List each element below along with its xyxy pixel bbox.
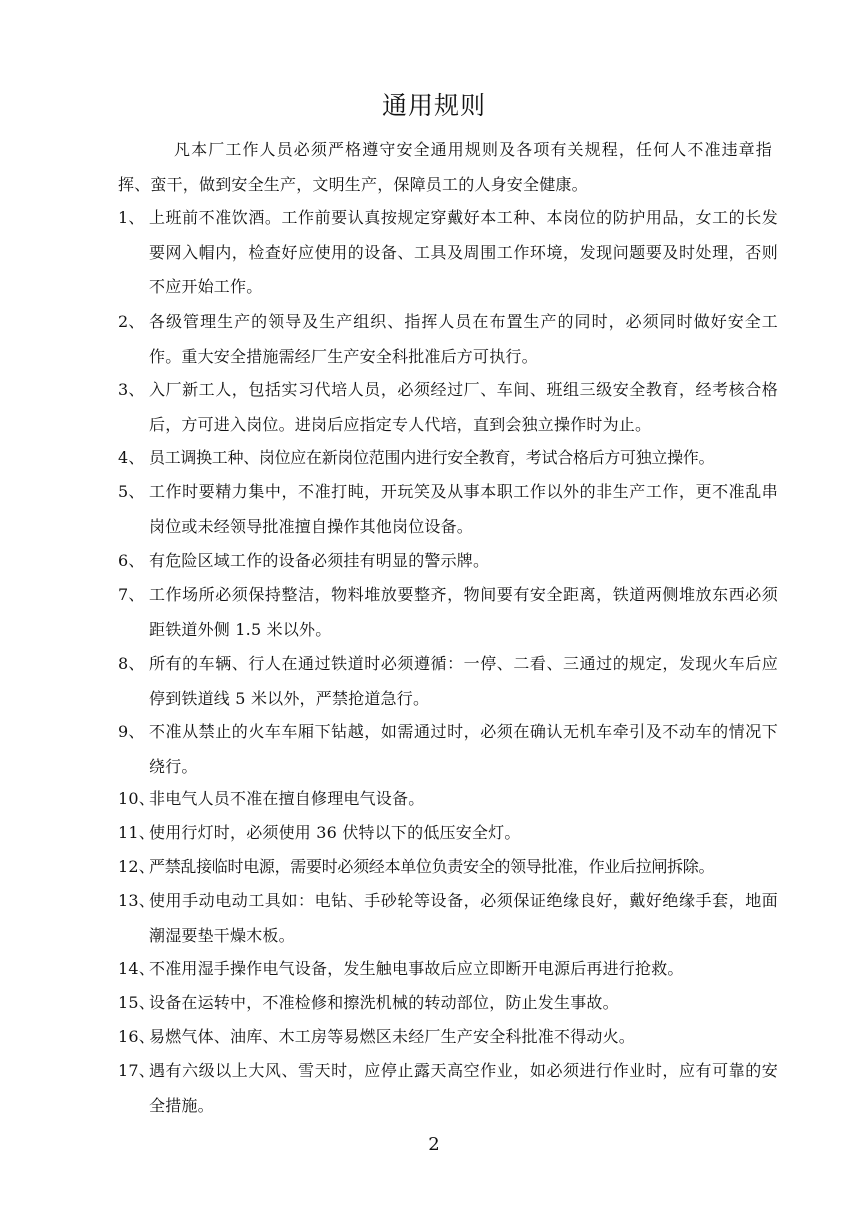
rule-item: [118, 986, 778, 1021]
rule-text: 非电气人员不准在擅自修理电气设备。: [149, 789, 425, 808]
rule-item: [118, 441, 778, 476]
rule-text: 上班前不准饮酒。工作前要认真按规定穿戴好本工种、本岗位的防护用品，女工的长发要网入帽内，检查好应使用的设备、工具及周围工作环境，发现问题要及时处理，否则不应开始工作。: [149, 208, 778, 296]
rule-item: [118, 850, 778, 885]
rule-number: 2、: [118, 312, 145, 331]
rule-text: 不准用湿手操作电气设备，发生触电事故后应立即断开电源后再进行抢救。: [149, 959, 684, 978]
rule-item: [118, 952, 778, 987]
rule-number: 11、: [118, 823, 155, 842]
rule-number: 10、: [118, 789, 155, 808]
rule-item: [118, 1020, 778, 1055]
rule-item: [118, 475, 778, 544]
rule-text: 使用手动电动工具如：电钻、手砂轮等设备，必须保证绝缘良好，戴好绝缘手套，地面潮湿要垫干燥木板。: [149, 891, 778, 945]
rule-item: [118, 1054, 778, 1123]
rule-number: 13、: [118, 891, 155, 910]
intro-paragraph: 凡本厂工作人员必须严格遵守安全通用规则及各项有关规程，任何人不准违章指挥、蛮干，做到安全生产，文明生产，保障员工的人身安全健康。: [118, 140, 772, 194]
rule-number: 5、: [118, 482, 145, 501]
rule-text: 设备在运转中，不准检修和擦洗机械的转动部位，防止发生事故。: [149, 993, 619, 1012]
rule-number: 3、: [118, 380, 145, 399]
page-title: 通用规则: [381, 91, 486, 120]
rule-item: [118, 373, 778, 442]
rule-number: 17、: [118, 1061, 155, 1080]
rule-text: 工作场所必须保持整洁，物料堆放要整齐，物间要有安全距离，铁道两侧堆放东西必须距铁道外侧 1.5 米以外。: [149, 585, 778, 639]
page-number: 2: [428, 1134, 440, 1155]
rule-text: 遇有六级以上大风、雪天时，应停止露天高空作业，如必须进行作业时，应有可靠的安全措施。: [149, 1061, 778, 1115]
rule-number: 1、: [118, 208, 145, 227]
rule-text: 有危险区域工作的设备必须挂有明显的警示牌。: [149, 551, 490, 570]
rule-text: 所有的车辆、行人在通过铁道时必须遵循：一停、二看、三通过的规定，发现火车后应停到铁道线 5 米以外，严禁抢道急行。: [149, 654, 778, 708]
rule-text: 员工调换工种、岗位应在新岗位范围内进行安全教育，考试合格后方可独立操作。: [149, 448, 715, 467]
rule-number: 16、: [118, 1027, 155, 1046]
rule-text: 工作时要精力集中，不准打盹，开玩笑及从事本职工作以外的非生产工作，更不准乱串岗位或未经领导批准擅自操作其他岗位设备。: [149, 482, 778, 536]
rule-text: 不准从禁止的火车车厢下钻越，如需通过时，必须在确认无机车牵引及不动车的情况下绕行。: [149, 722, 778, 776]
rule-number: 9、: [118, 722, 145, 741]
rule-item: [118, 647, 778, 716]
rule-number: 8、: [118, 654, 145, 673]
rule-item: [118, 305, 778, 374]
rule-item: [118, 201, 778, 305]
rule-text: 各级管理生产的领导及生产组织、指挥人员在布置生产的同时，必须同时做好安全工作。重大安全措施需经厂生产安全科批准后方可执行。: [149, 312, 778, 366]
rule-item: [118, 884, 778, 953]
rule-item: [118, 715, 778, 784]
rule-item: [118, 816, 778, 851]
rule-number: 15、: [118, 993, 155, 1012]
rule-text: 使用行灯时，必须使用 36 伏特以下的低压安全灯。: [149, 823, 521, 842]
rule-item: [118, 544, 778, 579]
rule-number: 6、: [118, 551, 145, 570]
rule-text: 严禁乱接临时电源，需要时必须经本单位负责安全的领导批准，作业后拉闸拆除。: [149, 857, 715, 876]
rule-item: [118, 782, 778, 817]
rule-number: 12、: [118, 857, 155, 876]
rule-text: 入厂新工人，包括实习代培人员，必须经过厂、车间、班组三级安全教育，经考核合格后，方可进入岗位。进岗后应指定专人代培，直到会独立操作时为止。: [149, 380, 778, 434]
rule-text: 易燃气体、油库、木工房等易燃区未经厂生产安全科批准不得动火。: [149, 1027, 636, 1046]
rule-number: 7、: [118, 585, 145, 604]
rule-number: 4、: [118, 448, 145, 467]
rule-item: [118, 578, 778, 647]
rule-number: 14、: [118, 959, 155, 978]
